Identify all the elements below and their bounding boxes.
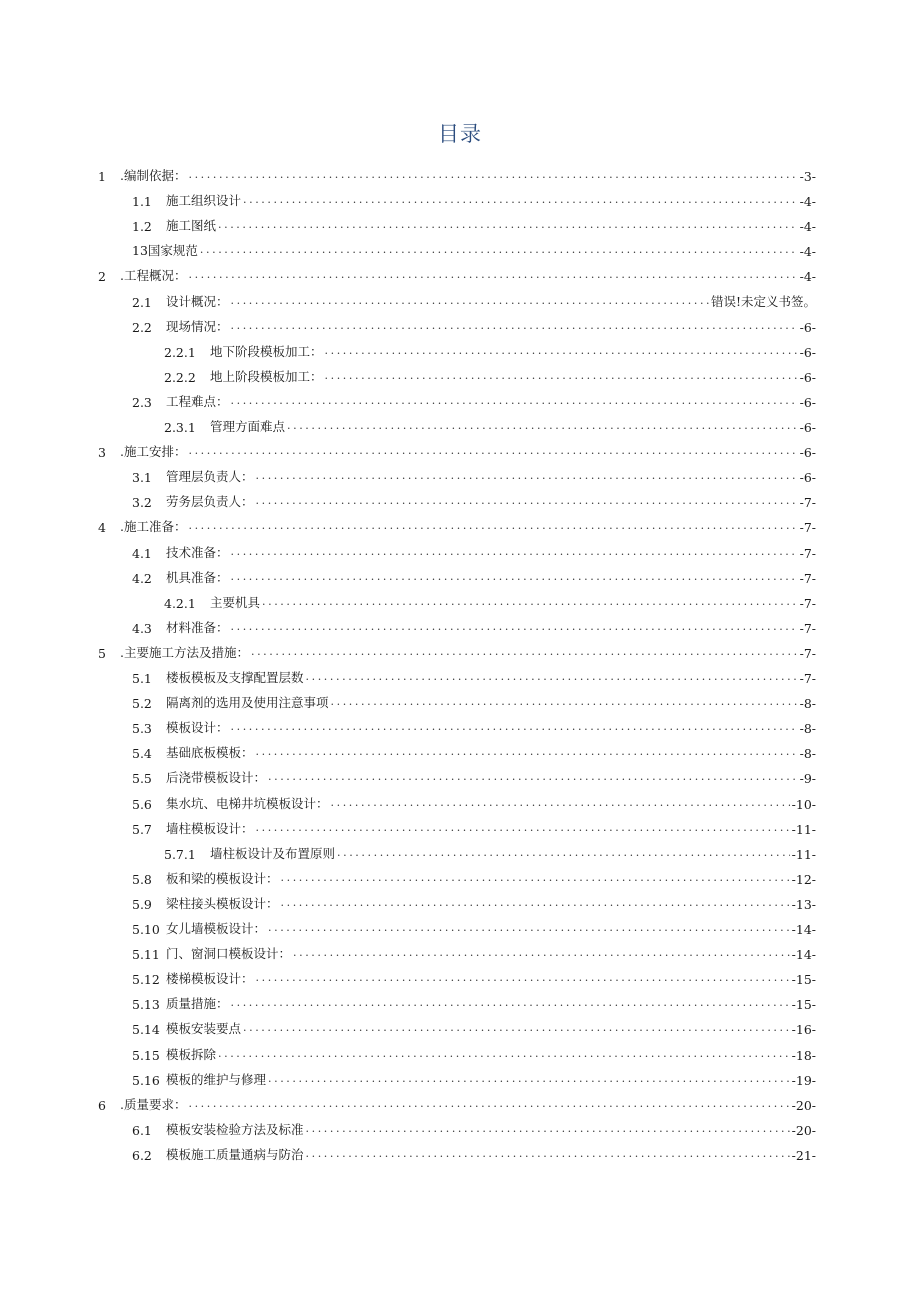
toc-entry-page: -6- — [799, 394, 816, 410]
toc-entry[interactable] — [164, 336, 816, 360]
toc-dot-leader — [281, 869, 790, 887]
toc-entry-page: -11- — [791, 846, 816, 862]
toc-entry-page: -6- — [799, 344, 816, 360]
toc-entry[interactable] — [132, 813, 816, 837]
toc-dot-leader — [281, 894, 790, 912]
toc-dot-leader — [268, 768, 798, 786]
toc-entry[interactable] — [132, 311, 816, 335]
toc-entry-number: 6.1 — [132, 1122, 152, 1138]
toc-entry-number: 4.1 — [132, 545, 152, 561]
toc-entry-page: -7- — [799, 570, 816, 586]
toc-dot-leader — [231, 568, 798, 586]
toc-entry-number: 1 — [98, 169, 106, 184]
toc-entry-page: -14- — [791, 922, 816, 937]
toc-entry-page: -7- — [799, 520, 816, 536]
toc-title: 目录 — [438, 122, 482, 146]
toc-dot-leader — [325, 342, 798, 360]
toc-entry-number: 5.4 — [132, 746, 152, 762]
toc-entry-title: 模板拆除 — [166, 1046, 217, 1062]
toc-entry-number: 2.1 — [132, 294, 152, 310]
toc-entry-page: -6- — [799, 445, 816, 461]
toc-entry[interactable] — [132, 210, 816, 234]
toc-entry-number: 4 — [98, 520, 106, 536]
toc-entry-page: -15- — [791, 972, 816, 988]
toc-entry-number: 4.2 — [132, 570, 152, 586]
toc-entry[interactable] — [132, 1039, 816, 1063]
toc-entry-number: 2.2 — [132, 319, 152, 335]
toc-entry[interactable] — [132, 913, 816, 937]
toc-entry[interactable] — [132, 737, 816, 761]
toc-entry-page: -10- — [791, 796, 816, 812]
toc-entry[interactable] — [98, 436, 816, 460]
toc-entry-title: 门、窗洞口模板设计： — [166, 946, 292, 962]
toc-entry[interactable] — [132, 537, 816, 561]
toc-entry-number: 5.2 — [132, 696, 152, 712]
toc-entry-number: 2.2.2 — [164, 369, 196, 385]
toc-entry-title: 板和梁的模板设计： — [166, 870, 279, 886]
toc-entry[interactable] — [132, 863, 816, 887]
toc-entry[interactable] — [132, 286, 816, 310]
toc-entry-title: 后浇带模板设计： — [166, 770, 267, 786]
toc-entry-title: 楼板模板及支撑配置层数 — [166, 670, 304, 685]
toc-entry-page: -7- — [799, 495, 816, 511]
toc-entry-page: -8- — [799, 746, 816, 762]
toc-entry-number: 5.14 — [132, 1022, 160, 1038]
toc-entry[interactable] — [132, 612, 816, 636]
toc-entry-number: 5.11 — [132, 947, 160, 963]
toc-entry-page: -6- — [799, 319, 816, 335]
toc-dot-leader — [243, 1019, 790, 1037]
toc-entry[interactable] — [132, 687, 816, 711]
toc-entry[interactable] — [132, 562, 816, 586]
toc-dot-leader — [331, 794, 790, 812]
toc-entry-title: 管理方面难点 — [210, 419, 286, 434]
toc-entry-title: 地下阶段模板加工： — [210, 343, 323, 359]
toc-entry-title: 墙柱模板设计： — [166, 820, 254, 836]
toc-entry[interactable] — [98, 260, 816, 284]
toc-entry[interactable] — [132, 662, 816, 686]
toc-dot-leader — [243, 191, 798, 209]
toc-entry-page: -8- — [799, 721, 816, 737]
toc-entry[interactable] — [98, 511, 816, 535]
toc-entry-page: -7- — [799, 671, 816, 686]
toc-entry[interactable] — [132, 461, 816, 485]
toc-entry-title: 地上阶段模板加工： — [210, 368, 323, 384]
toc-entry[interactable] — [132, 788, 816, 812]
toc-entry-page: -21- — [791, 1147, 816, 1163]
toc-entry-number: 5.16 — [132, 1072, 160, 1088]
toc-dot-leader — [306, 1145, 790, 1163]
toc-entry-title: 工程难点： — [166, 393, 229, 409]
toc-entry[interactable] — [98, 637, 816, 661]
toc-entry[interactable] — [132, 486, 816, 510]
toc-dot-leader — [188, 517, 797, 535]
toc-entry-title: 隔离剂的选用及使用注意事项 — [166, 695, 329, 711]
toc-entry-title: 模板的维护与修理 — [166, 1071, 267, 1087]
toc-dot-leader — [231, 317, 798, 335]
toc-entry[interactable] — [132, 762, 816, 786]
toc-entry-number: 5.12 — [132, 972, 160, 988]
toc-dot-leader — [256, 969, 790, 987]
toc-entry-number: 2.2.1 — [164, 344, 196, 360]
toc-entry-page: -7- — [799, 545, 816, 561]
toc-entry[interactable] — [132, 712, 816, 736]
toc-entry[interactable] — [132, 888, 816, 912]
toc-entry-page: -3- — [799, 169, 816, 184]
toc-entry-title: 梁柱接头模板设计： — [166, 895, 279, 911]
toc-dot-leader — [231, 618, 798, 636]
toc-entry[interactable] — [164, 361, 816, 385]
toc-dot-leader — [231, 292, 709, 310]
toc-entry-number: 5.15 — [132, 1047, 160, 1063]
toc-entry-number: 5.10 — [132, 922, 160, 937]
toc-dot-leader — [231, 718, 798, 736]
toc-entry-title: 施工组织设计 — [166, 193, 242, 209]
toc-entry-page: -16- — [791, 1022, 816, 1038]
toc-dot-leader — [337, 844, 790, 862]
toc-entry[interactable] — [98, 160, 816, 184]
toc-dot-leader — [306, 668, 798, 686]
toc-entry-title: 模板设计： — [166, 720, 229, 736]
toc-dot-leader — [200, 241, 798, 259]
toc-entry-page: -7- — [799, 645, 816, 661]
toc-entry-number: 5.9 — [132, 896, 152, 912]
toc-entry-page: -18- — [791, 1047, 816, 1063]
toc-dot-leader — [325, 367, 798, 385]
toc-dot-leader — [262, 593, 798, 611]
toc-entry-title: 女儿墙模板设计： — [166, 921, 267, 936]
toc-entry-title: 墙柱板设计及布置原则 — [210, 845, 336, 861]
toc-dot-leader — [287, 417, 798, 435]
toc-entry[interactable] — [132, 988, 816, 1012]
toc-entry-number: 5 — [98, 645, 106, 661]
toc-entry-number: 2.3.1 — [164, 420, 196, 435]
toc-entry-number: 5.5 — [132, 771, 152, 787]
toc-entry-page: -20- — [791, 1097, 816, 1113]
toc-entry-number: 1.2 — [132, 219, 152, 235]
toc-dot-leader — [268, 919, 790, 937]
toc-entry-page: -6- — [799, 420, 816, 435]
toc-entry-number: 1.1 — [132, 194, 152, 210]
toc-entry-page: -4- — [799, 244, 816, 260]
toc-dot-leader — [188, 1095, 789, 1113]
toc-dot-leader — [256, 819, 790, 837]
toc-entry-page: -8- — [799, 696, 816, 712]
toc-entry-page: 错误!未定义书签。 — [710, 293, 816, 309]
toc-entry-page: -9- — [799, 771, 816, 787]
toc-dot-leader — [218, 1045, 790, 1063]
toc-dot-leader — [218, 216, 798, 234]
toc-entry[interactable] — [132, 938, 816, 962]
toc-dot-leader — [256, 743, 798, 761]
toc-entry[interactable] — [98, 1089, 816, 1113]
toc-entry[interactable] — [132, 1064, 816, 1088]
toc-entry-number: 4.2.1 — [164, 595, 196, 611]
toc-entry-title: .编制依据： — [120, 168, 187, 183]
toc-entry-number: 3.1 — [132, 470, 152, 486]
toc-entry-number: 6.2 — [132, 1147, 152, 1163]
toc-entry-number: 5.1 — [132, 671, 152, 686]
toc-entry-title: .施工准备： — [120, 519, 187, 535]
toc-dot-leader — [188, 166, 797, 184]
toc-entry-title: 材料准备： — [166, 619, 229, 635]
toc-entry-page: -14- — [791, 947, 816, 963]
toc-entry[interactable] — [132, 1013, 816, 1037]
toc-dot-leader — [256, 467, 798, 485]
toc-entry[interactable] — [132, 963, 816, 987]
toc-entry-title: .质量要求： — [120, 1096, 187, 1112]
toc-entry-page: -7- — [799, 620, 816, 636]
toc-entry-number: 2.3 — [132, 394, 152, 410]
toc-entry-title: 模板施工质量通病与防治 — [166, 1146, 304, 1162]
toc-entry[interactable] — [132, 386, 816, 410]
toc-entry-number: 5.7.1 — [164, 846, 196, 862]
toc-entry[interactable] — [132, 1114, 816, 1138]
toc-entry-title: 机具准备： — [166, 569, 229, 585]
toc-dot-leader — [268, 1070, 790, 1088]
toc-entry-page: -12- — [791, 871, 816, 887]
toc-entry-title: 集水坑、电梯井坑模板设计： — [166, 795, 329, 811]
toc-dot-leader — [188, 442, 797, 460]
toc-entry-title: 楼梯模板设计： — [166, 971, 254, 987]
toc-entry-title: .主要施工方法及措施： — [120, 644, 249, 660]
toc-entry-page: -6- — [799, 470, 816, 486]
toc-entry-page: -6- — [799, 369, 816, 385]
toc-entry-page: -11- — [791, 821, 816, 837]
toc-entry[interactable] — [132, 235, 816, 259]
toc-entry[interactable] — [164, 411, 816, 435]
toc-dot-leader — [306, 1120, 790, 1138]
toc-entry-number: 2 — [98, 269, 106, 285]
toc-entry-title: 设计概况： — [166, 293, 229, 309]
toc-entry-title: 现场情况： — [166, 318, 229, 334]
toc-dot-leader — [231, 543, 798, 561]
toc-entry-page: -13- — [791, 896, 816, 912]
toc-entry-title: 模板安装要点 — [166, 1021, 242, 1037]
toc-entry-title: .施工安排： — [120, 444, 187, 460]
toc-entry-number: 5.7 — [132, 821, 152, 837]
toc-entry-page: -4- — [799, 269, 816, 285]
toc-entry-number: 6 — [98, 1097, 106, 1113]
toc-entry-page: -20- — [791, 1122, 816, 1138]
toc-entry-title: 施工图纸 — [166, 218, 217, 234]
toc-entry[interactable] — [164, 838, 816, 862]
toc-entry-title: 劳务层负责人： — [166, 494, 254, 510]
toc-entry-title: 基础底板模板： — [166, 745, 254, 761]
toc-dot-leader — [331, 693, 798, 711]
toc-entry-page: -19- — [791, 1072, 816, 1088]
toc-entry-title: 技术准备： — [166, 544, 229, 560]
toc-entry[interactable] — [132, 1139, 816, 1163]
toc-entry-number: 5.6 — [132, 796, 152, 812]
toc-entry-number: 3.2 — [132, 495, 152, 511]
toc-entry-page: -4- — [799, 194, 816, 210]
toc-dot-leader — [251, 643, 798, 661]
toc-dot-leader — [231, 392, 798, 410]
toc-entry-number: 4.3 — [132, 620, 152, 636]
toc-entry-title: .工程概况： — [120, 268, 187, 284]
toc-entry-number: 5.13 — [132, 997, 160, 1013]
toc-entry[interactable] — [164, 587, 816, 611]
toc-entry-number: 5.8 — [132, 871, 152, 887]
toc-dot-leader — [256, 492, 798, 510]
toc-dot-leader — [188, 266, 797, 284]
toc-entry-title: 模板安装检验方法及标准 — [166, 1121, 304, 1137]
toc-entry-page: -4- — [799, 219, 816, 235]
toc-entry-title: 质量措施： — [166, 996, 229, 1012]
toc-entry-title: 13国家规范 — [132, 243, 198, 259]
toc-entry-page: -7- — [799, 595, 816, 611]
toc-entry-title: 主要机具 — [210, 594, 261, 610]
toc-entry[interactable] — [132, 185, 816, 209]
toc-entry-page: -15- — [791, 997, 816, 1013]
toc-dot-leader — [293, 944, 790, 962]
toc-dot-leader — [231, 994, 790, 1012]
toc-entry-title: 管理层负责人： — [166, 469, 254, 485]
toc-entry-number: 5.3 — [132, 721, 152, 737]
toc-entry-number: 3 — [98, 445, 106, 461]
